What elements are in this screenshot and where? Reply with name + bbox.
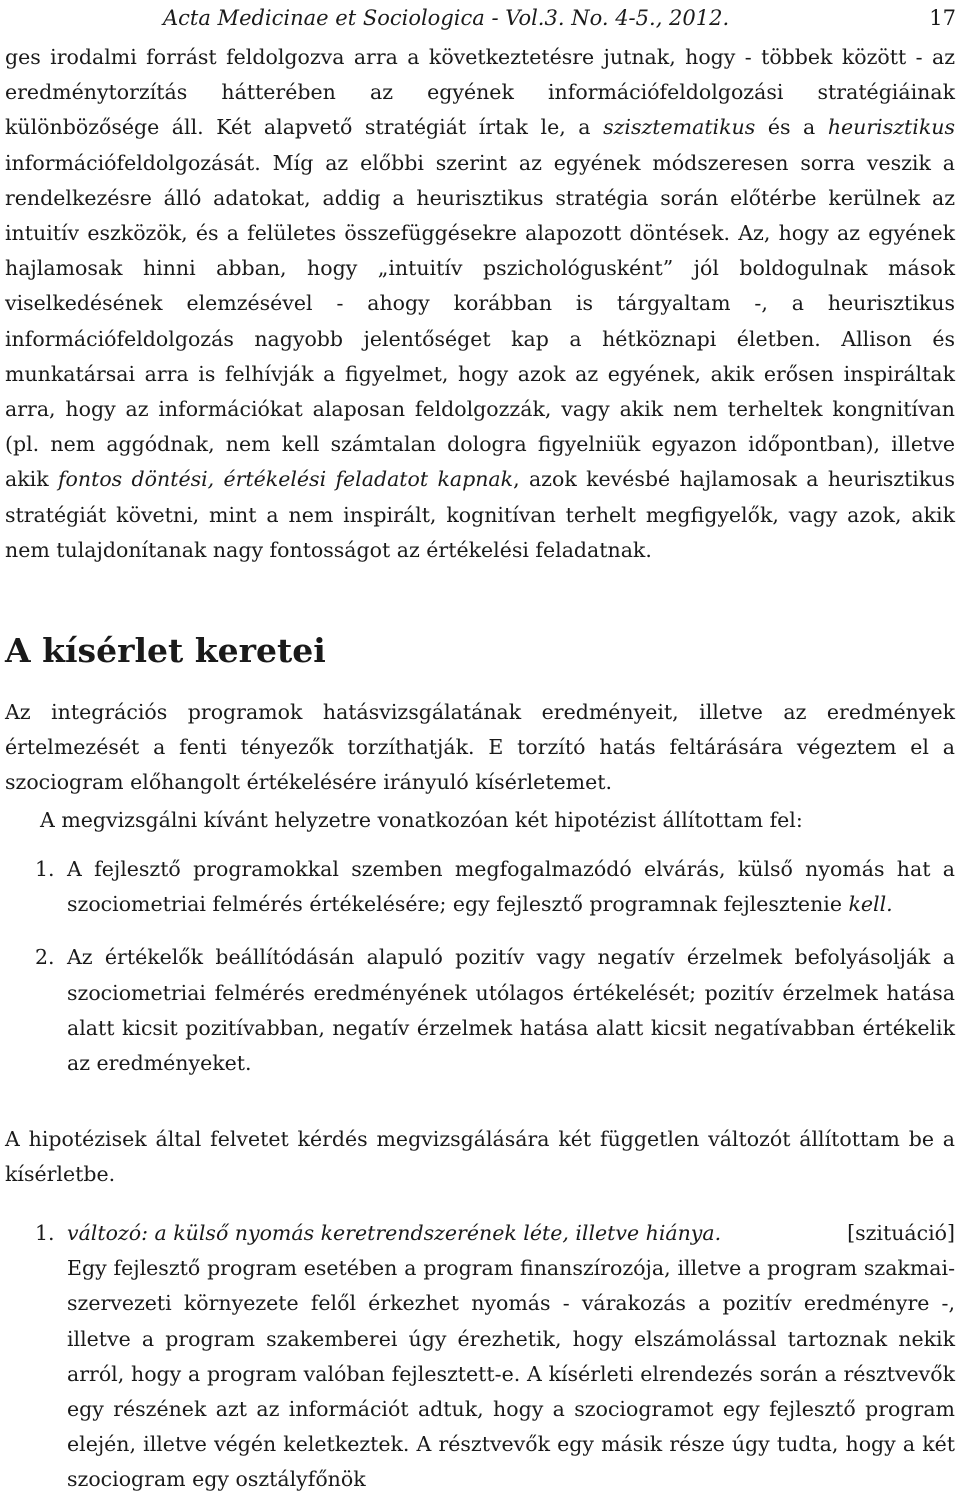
intro-term-systematic: szisztematikus <box>603 115 756 140</box>
journal-title: Acta Medicinae et Sociologica - Vol.3. No. 4-5., 2012. <box>163 6 730 30</box>
section-paragraph: A hipotézisek által felvetet kérdés megvizsgálására két független változót állítottam be a kísérletbe. <box>5 1127 955 1187</box>
variables-intro <box>5 1122 955 1192</box>
intro-text: információfeldolgozását. Míg az előbbi szerint az egyének módszeresen sorra veszik a rendelkezésre álló adatokat, addig a heurisztikus stratégia során előtérbe kerülnek az intuitív eszközök, és a felületes összefüggésekre alapozott döntések. Az, hogy az egyének hajlamosak hinni abban, hogy „intuitív pszichológusként” jól boldogulnak mások viselkedésének elemzésével - ahogy korábban is tárgyaltam -, a heurisztikus információfeldolgozás nagyobb jelentőséget kap a hétköznapi életben. Allison és munkatársai arra is felhívják a figyelmet, hogy azok az egyének, akik erősen inspiráltak arra, hogy az információkat alaposan feldolgozzák, vagy akik nem terheltek kongnitívan (pl. nem aggódnak, nem kell számtalan dologra figyelniük egyazon időpontban), illetve akik <box>5 150 955 492</box>
list-number: 1. <box>35 857 55 881</box>
intro-text: és a <box>755 115 828 140</box>
running-header <box>0 0 960 36</box>
variable-list <box>5 1216 955 1498</box>
hypothesis-list <box>5 852 955 1081</box>
intro-text: , azok kevésbé hajlamosak a heurisztikus stratégiát követni, mint a nem inspirált, kognitívan terhelt megfigyelők, vagy azok, akik nem tulajdonítanak nagy fontosságot az értékelési feladatnak. <box>5 467 956 562</box>
section-paragraph: A megvizsgálni kívánt helyzetre vonatkozóan két hipotézist állítottam fel: <box>40 807 803 832</box>
list-number: 1. <box>35 1221 55 1245</box>
intro-term-heuristic: heurisztikus <box>827 115 955 140</box>
list-item <box>5 1216 955 1498</box>
page-number: 17 <box>929 6 956 30</box>
situation-tag: [szituáció] <box>847 1221 955 1245</box>
intro-emphasis: fontos döntési, értékelési feladatot kapnak <box>57 467 514 492</box>
list-number: 2. <box>35 945 55 970</box>
hypothesis-emphasis: kell. <box>848 892 893 917</box>
intro-text: ges irodalmi forrást feldolgozva arra a következtetésre jutnak, hogy - többek között - az eredménytorzítás hátterében az egyének információfeldolgozási stratégiáinak különbözősége áll. Két alapvető stratégiát írtak le, a <box>5 45 955 140</box>
hypothesis-text: A fejlesztő programokkal szemben megfogalmazódó elvárás, külső nyomás hat a szociometriai felmérés értékelésére; egy fejlesztő programnak fejlesztenie <box>67 857 955 917</box>
variable-title: változó: a külső nyomás keretrendszerének léte, illetve hiánya. <box>67 1221 722 1245</box>
section-heading: A kísérlet keretei <box>5 631 326 670</box>
intro-paragraph <box>5 40 955 568</box>
section-intro <box>5 695 955 838</box>
section-paragraph: Az integrációs programok hatásvizsgálatának eredményeit, illetve az eredmények értelmezését a fenti tényezők torzíthatják. E torzító hatás feltárására végeztem el a szociogram előhangolt értékelésére irányuló kísérletemet. <box>5 700 955 795</box>
list-item <box>5 852 955 922</box>
list-item <box>5 940 955 1081</box>
hypothesis-text: Az értékelők beállítódásán alapuló pozitív vagy negatív érzelmek befolyásolják a szociometriai felmérés eredményének utólagos értékelését; pozitív érzelmek hatása alatt kicsit pozitívabban, negatív érzelmek hatása alatt kicsit negatívabban értékelik az eredményeket. <box>67 945 955 1076</box>
variable-description: Egy fejlesztő program esetében a program finanszírozója, illetve a program szakmai-szervezeti környezete felől érkezhet nyomás - várakozás a pozitív eredményre -, illetve a program szakemberei úgy érezhetik, hogy elszámolással tartoznak nekik arról, hogy a program valóban fejlesztett-e. A kísérleti elrendezés során a résztvevők egy részének azt az információt adtuk, hogy a szociogramot egy fejlesztő program elején, illetve végén keletkeztek. A résztvevők egy másik része úgy tudta, hogy a két szociogram egy osztályfőnök <box>67 1256 955 1492</box>
